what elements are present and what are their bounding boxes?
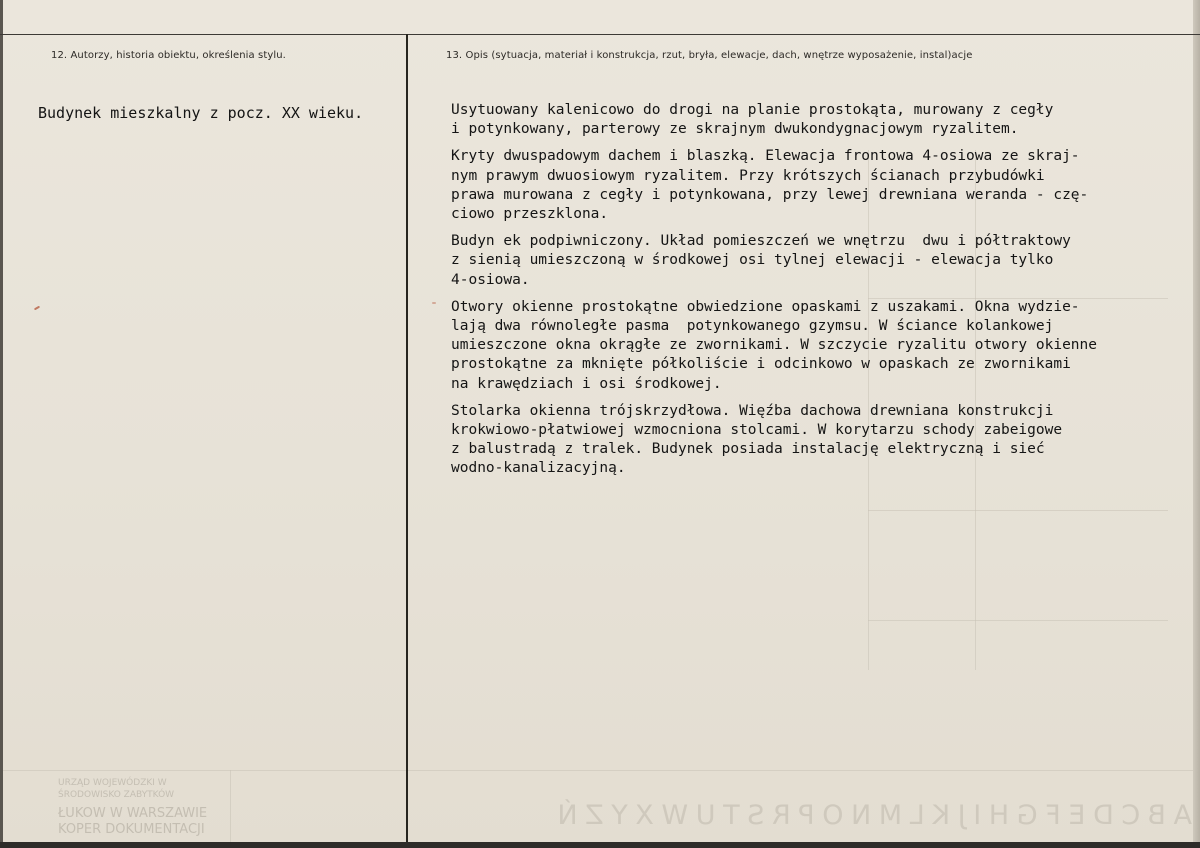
text-line: Otwory okienne prostokątne obwiedzione opaskami z uszakami. Okna wydzie- bbox=[451, 298, 1080, 315]
text-line: na krawędziach i osi środkowej. bbox=[451, 375, 722, 392]
paper-stain bbox=[34, 306, 40, 311]
text-line: z sienią umieszczoną w środkowej osi tylnej elewacji - elewacja tylko bbox=[451, 252, 1054, 269]
show-through-rule bbox=[230, 770, 231, 842]
paper-stain bbox=[432, 302, 436, 304]
text-line: umieszczone okna okrągłe ze zwornikami. W szczycie ryzalitu otwory okienne bbox=[451, 337, 1098, 354]
right-edge-shadow bbox=[1193, 0, 1200, 848]
field-13-label: 13. Opis (sytuacja, materiał i konstrukcja, rzut, bryła, elewacje, dach, wnętrze wyposażenie, instal)acje bbox=[446, 50, 973, 61]
text-line: krokwiowo-płatwiowej wzmocniona stolcami. W korytarzu schody zabeigowe bbox=[451, 422, 1063, 439]
text-line: ciowo przeszklona. bbox=[451, 206, 609, 223]
text-line: 4-osiowa. bbox=[451, 271, 530, 288]
show-through-text: ŚRODOWISKO ZABYTKÓW bbox=[58, 790, 175, 800]
show-through-rule bbox=[868, 510, 1168, 511]
column-divider bbox=[406, 34, 408, 842]
paragraph bbox=[451, 147, 1186, 224]
show-through-rule bbox=[868, 620, 1168, 621]
bottom-edge-shadow bbox=[0, 842, 1200, 848]
field-12-value: Budynek mieszkalny z pocz. XX wieku. bbox=[38, 104, 364, 122]
show-through-text: KOPER DOKUMENTACJI bbox=[58, 822, 205, 837]
text-line: prawa murowana z cegły i potynkowana, przy lewej drewniana weranda - czę- bbox=[451, 186, 1089, 203]
show-through-text: URZĄD WOJEWÓDZKI W bbox=[58, 778, 167, 788]
text-line: i potynkowany, parterowy ze skrajnym dwukondygnacjowym ryzalitem. bbox=[451, 121, 1019, 138]
paragraph bbox=[451, 298, 1186, 394]
paragraph bbox=[451, 101, 1186, 139]
left-edge-shadow bbox=[0, 0, 3, 848]
text-line: Stolarka okienna trójskrzydłowa. Więźba dachowa drewniana konstrukcji bbox=[451, 402, 1054, 419]
show-through-text: ŁUKOW W WARSZAWIE bbox=[58, 806, 208, 821]
record-card: URZĄD WOJEWÓDZKI W ŚRODOWISKO ZABYTKÓW ŁUKOW W WARSZAWIE KOPER DOKUMENTACJI ABCDEFGHIJKLMNOPRSTUWXYZŃ 12. Autorzy, historia obiektu, określenia stylu. 13. Opis (sytuacja, materiał i konstrukcja, rzut, bryła, elewacje, dach, wnętrze wyposażenie, instal)acje Budynek mieszkalny z pocz. XX wieku. Usytuowany kalenicowo do drogi na planie prostokąta, murowany z cegły i potynkowany, parterowy ze skrajnym dwukondygnacjowym ryzalitem. Kryty dwuspadowym dachem i blaszką. Elewacja frontowa 4-osiowa ze skraj- nym prawym dwuosiowym ryzalitem. Przy krótszych ścianach przybudówki prawa murowana z cegły i potynkowana, przy lewej drewniana weranda - czę- ciowo przeszklona. Budyn ek podpiwniczony. Układ pomieszczeń we wnętrzu dwu i półtraktowy z sienią umieszczoną w środkowej osi tylnej elewacji - elewacja tylko 4-osiowa. Otwory okienne prostokątne obwiedzione opaskami z uszakami. Okna wydzie- lają dwa równoległe pasma potynkowanego gzymsu. W ściance kolankowej umieszczone okna okrągłe ze zwornikami. W szczycie ryzalitu otwory okienne prostokątne za mknięte półkoliście i odcinkowo w opaskach ze zwornikami na krawędziach i osi środkowej. Stolarka okienna trójskrzydłowa. Więźba dachowa drewniana konstrukcji krokwiowo-płatwiowej wzmocniona stolcami. W korytarzu schody zabeigowe z balustradą z tralek. Budynek posiada instalację elektryczną i sieć wodno-kanalizacyjną. bbox=[0, 0, 1200, 848]
text-line: z balustradą z tralek. Budynek posiada instalację elektryczną i sieć bbox=[451, 441, 1045, 458]
top-rule bbox=[0, 34, 1200, 35]
field-13-value bbox=[451, 101, 1186, 487]
paragraph bbox=[451, 402, 1186, 479]
text-line: Budyn ek podpiwniczony. Układ pomieszczeń we wnętrzu dwu i półtraktowy bbox=[451, 233, 1071, 250]
text-line: lają dwa równoległe pasma potynkowanego gzymsu. W ściance kolankowej bbox=[451, 318, 1054, 335]
text-line: Usytuowany kalenicowo do drogi na planie prostokąta, murowany z cegły bbox=[451, 102, 1054, 118]
field-12-label: 12. Autorzy, historia obiektu, określenia stylu. bbox=[51, 50, 286, 61]
text-line: Kryty dwuspadowym dachem i blaszką. Elewacja frontowa 4-osiowa ze skraj- bbox=[451, 148, 1080, 165]
text-line: prostokątne za mknięte półkoliście i odcinkowo w opaskach ze zwornikami bbox=[451, 356, 1071, 373]
text-line: wodno-kanalizacyjną. bbox=[451, 460, 626, 477]
text-line: nym prawym dwuosiowym ryzalitem. Przy krótszych ścianach przybudówki bbox=[451, 167, 1045, 184]
paragraph bbox=[451, 232, 1186, 290]
show-through-rule bbox=[3, 770, 1193, 771]
